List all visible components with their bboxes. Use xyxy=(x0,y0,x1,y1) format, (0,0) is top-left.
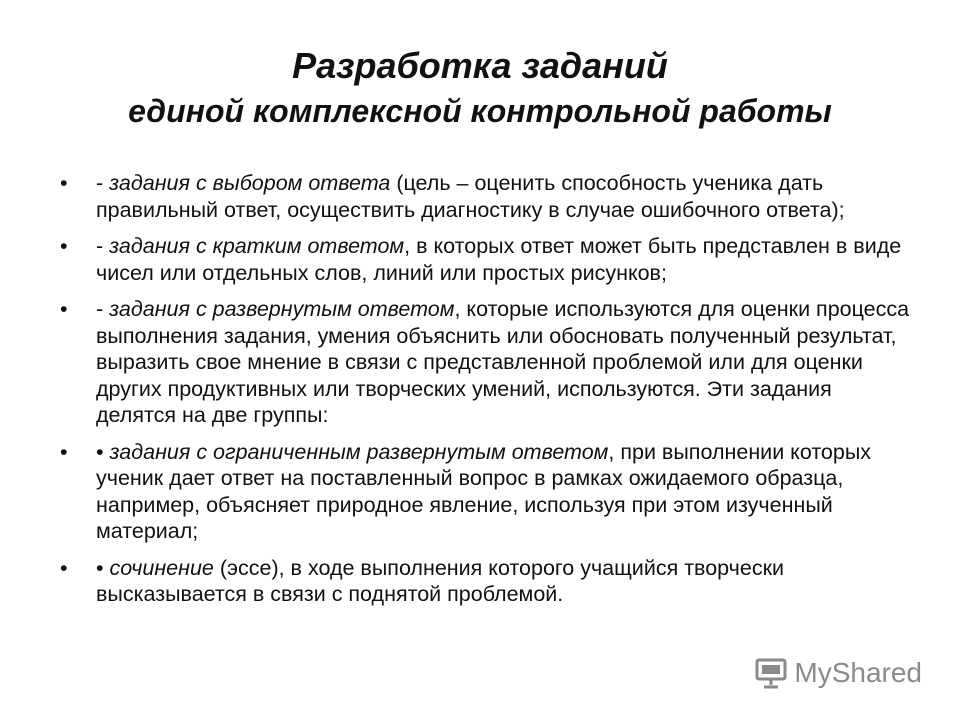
slide-title xyxy=(0,42,960,132)
item-prefix: - xyxy=(96,234,110,258)
title-line-1: Разработка заданий xyxy=(292,45,668,86)
list-item xyxy=(60,439,910,545)
title-line-2: единой комплексной контрольной работы xyxy=(128,92,832,129)
bullet-marker: • xyxy=(60,297,68,321)
item-term: задания с ограниченным развернутым ответом xyxy=(109,439,609,464)
list-item xyxy=(60,296,910,429)
list-item xyxy=(60,233,910,286)
item-text: , которые используются для оценки процесса выполнения задания, умения объяснить или обосновать полученный результат, выразить свое мнение в связи с представленной проблемой или для оценки других продуктивных или творческих умений, используются. Эти задания делятся на две группы: xyxy=(96,297,910,427)
list-item xyxy=(60,555,910,608)
item-term: сочинение xyxy=(109,555,214,580)
item-term: задания с кратким ответом xyxy=(109,234,405,258)
watermark xyxy=(754,656,922,690)
item-prefix: • xyxy=(96,439,110,464)
bullet-marker: • xyxy=(60,555,68,580)
item-prefix: - xyxy=(96,297,110,321)
item-text: , при выполнении которых ученик дает ответ на поставленный вопрос в рамках ожидаемого образца, например, объясняет природное явление, используя при этом изученный материал; xyxy=(96,439,872,543)
item-text: (цель – оценить способность ученика дать правильный ответ, осуществить диагностику в случае ошибочного ответа); xyxy=(96,171,845,222)
item-text: (эссе), в ходе выполнения которого учащийся творчески высказывается в связи с поднятой проблемой. xyxy=(96,555,784,606)
item-prefix: • xyxy=(96,555,110,580)
bullet-marker: • xyxy=(60,234,68,258)
watermark-text: MyShared xyxy=(794,657,922,688)
bullet-marker: • xyxy=(60,439,68,464)
item-prefix: - xyxy=(96,171,110,195)
item-term: задания с развернутым ответом xyxy=(109,297,455,321)
item-text: , в которых ответ может быть представлен в виде чисел или отдельных слов, линий или простых рисунков; xyxy=(96,234,902,285)
bullet-list xyxy=(60,170,910,618)
list-item xyxy=(60,170,910,223)
bullet-marker: • xyxy=(60,171,68,195)
item-term: задания с выбором ответа xyxy=(109,171,391,195)
presentation-icon xyxy=(754,656,788,690)
